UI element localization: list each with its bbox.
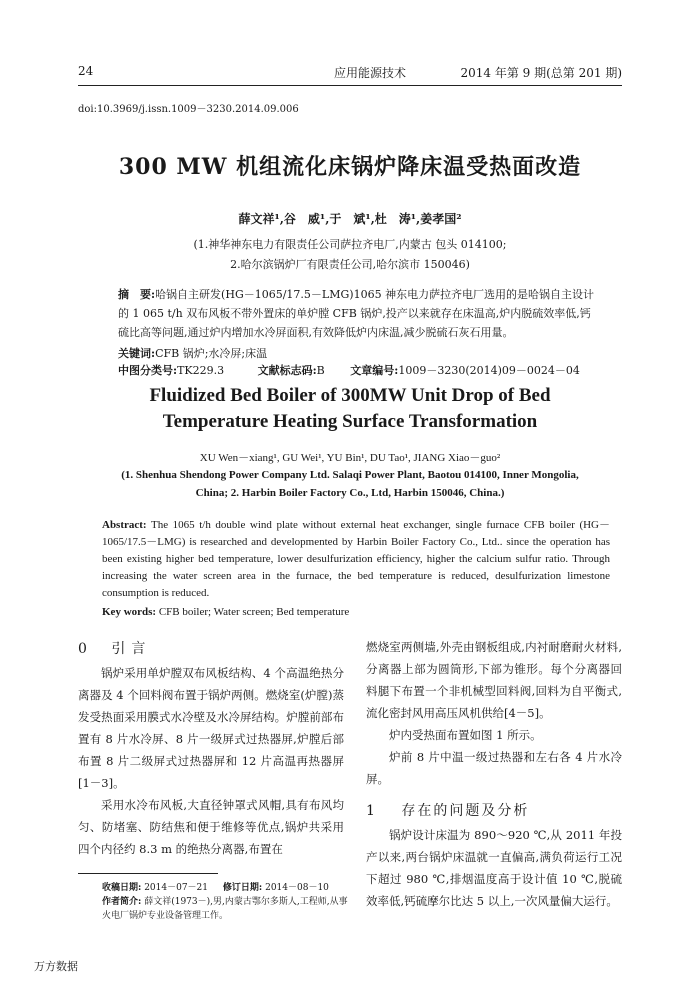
- revised-date: 2014－08－10: [265, 883, 329, 893]
- doc-code-value: B: [316, 364, 325, 377]
- section-0-number: 0: [78, 641, 93, 657]
- paragraph: 炉前 8 片中温一级过热器和左右各 4 片水冷屏。: [366, 750, 622, 786]
- clc-label: 中图分类号:: [118, 364, 178, 377]
- clc-value: TK229.3: [177, 364, 225, 377]
- section-1-number: 1: [366, 803, 381, 819]
- section-1-heading: [366, 800, 622, 820]
- abstract-en-text: The 1065 t/h double wind plate without external heat exchanger, single furnace CFB boiler (HG－1065/17.5－LMG) is researched and developmented by Harbin Boiler Factory Co., Ltd.. since the operation has been existing higher bed temperature, lower desulfurization efficiency, higher the calcium sulfur ratio. Through increasing the water screen area in the furnace, the bed temperature is reduced, desulfurization limestone consumption is reduced.: [102, 519, 610, 599]
- page-number: 24: [78, 64, 94, 78]
- paragraph: 燃烧室两侧墙,外壳由钢板组成,内衬耐磨耐火材料,分离器上部为圆筒形,下部为锥形。每个分离器回料腿下布置一个非机械型回料阀,回料为自平衡式,流化密封风用高压风机供给[4－5]。: [366, 640, 622, 720]
- section-0-title: 引言: [111, 641, 152, 657]
- authors-en: XU Wen－xiang¹, GU Wei¹, YU Bin¹, DU Tao¹, JIANG Xiao－guo²: [199, 452, 501, 464]
- section-0-heading: [78, 638, 344, 658]
- footnote-author: [102, 895, 348, 923]
- keywords-en: [102, 604, 610, 621]
- journal-name: 应用能源技术: [333, 66, 406, 80]
- watermark: 万方数据: [34, 960, 78, 973]
- right-column: [366, 636, 622, 912]
- keywords-en-label: Key words:: [102, 606, 157, 618]
- abstract-cn: [118, 285, 598, 342]
- title-en: [0, 383, 700, 435]
- keywords-cn-label: 关键词:: [118, 347, 156, 360]
- paragraph: 锅炉设计床温为 890～920 ℃,从 2011 年投产以来,两台锅炉床温就一直偏高,满负荷运行工况下超过 980 ℃,排烟温度高于设计值 10 ℃,脱硫效率低,钙硫摩尔比达 5 以上,一次风量偏大运行。: [366, 828, 622, 908]
- revised-label: 修订日期:: [222, 883, 263, 893]
- classification-line: [118, 361, 638, 380]
- title-en-line-2: Temperature Heating Surface Transformation: [162, 411, 538, 432]
- footnote: [102, 881, 348, 923]
- title-en-line-1: Fluidized Bed Boiler of 300MW Unit Drop of Bed: [149, 385, 551, 406]
- header-rule: [78, 85, 622, 86]
- affiliation-cn-2: 2.哈尔滨锅炉厂有限责任公司,哈尔滨市 150046): [230, 258, 470, 271]
- paragraph: 锅炉采用单炉膛双布风板结构、4 个高温绝热分离器及 4 个回料阀布置于锅炉两侧。燃烧室(炉膛)蒸发受热面采用膜式水冷壁及水冷屏结构。炉膛前部布置有 8 片水冷屏、8 片一级屏式过热器屏,炉膛后部布置 8 片二级屏式过热器屏和 12 片高温再热器屏[1－3]。: [78, 666, 344, 790]
- right-body-bottom: [366, 824, 622, 912]
- author-bio-label: 作者简介:: [102, 897, 142, 907]
- received-label: 收稿日期:: [102, 883, 142, 893]
- abstract-en-label: Abstract:: [102, 519, 147, 531]
- abstract-cn-label: 摘 要:: [118, 288, 156, 301]
- section-1-title: 存在的问题及分析: [401, 803, 530, 819]
- keywords-en-text: CFB boiler; Water screen; Bed temperature: [158, 606, 350, 618]
- footnote-dates: [102, 881, 348, 895]
- abstract-en: [102, 517, 610, 602]
- footnote-rule: [78, 873, 218, 874]
- left-column: [78, 638, 344, 860]
- affiliation-en-2: China; 2. Harbin Boiler Factory Co., Ltd, Harbin 150046, China.): [195, 487, 505, 499]
- authors-cn: 薛文祥¹,谷 威¹,于 斌¹,杜 涛¹,姜孝国²: [238, 212, 462, 226]
- paragraph: 采用水冷布风板,大直径钟罩式风帽,具有布风均匀、防堵塞、防结焦和便于维修等优点,锅炉共采用四个内径约 8.3 m 的绝热分离器,布置在: [78, 798, 344, 856]
- received-date: 2014－07－21: [144, 883, 209, 893]
- left-body: [78, 662, 344, 860]
- author-bio-text: 薛文祥(1973－),男,内蒙古鄂尔多斯人,工程师,从事火电厂锅炉专业设备管理工作。: [102, 897, 348, 921]
- affiliation-cn-1: (1.神华神东电力有限责任公司萨拉齐电厂,内蒙古 包头 014100;: [193, 238, 507, 251]
- title-cn: 300 MW 机组流化床锅炉降床温受热面改造: [118, 154, 582, 180]
- right-body-top: [366, 636, 622, 790]
- article-no-value: 1009－3230(2014)09－0024－04: [398, 364, 580, 377]
- abstract-cn-text: 哈锅自主研发(HG－1065/17.5－LMG)1065 神东电力萨拉齐电厂选用的是哈锅自主设计的 1 065 t/h 双布风板不带外置床的单炉膛 CFB 锅炉,投产以来就存在床温高,炉内脱硫效率低,钙硫比高等问题,通过炉内增加水冷屏面积,有效降低炉内床温,减少脱硫石灰石用量。: [118, 288, 595, 339]
- issue-info: 2014 年第 9 期(总第 201 期): [460, 66, 622, 80]
- affiliation-en-1: (1. Shenhua Shendong Power Company Ltd. Salaqi Power Plant, Baotou 014100, Inner Mongolia,: [121, 469, 579, 481]
- keywords-cn-text: CFB 锅炉;水冷屏;床温: [155, 347, 268, 360]
- doi: doi:10.3969/j.issn.1009－3230.2014.09.006: [78, 104, 299, 115]
- article-no-label: 文章编号:: [350, 364, 399, 377]
- doc-code-label: 文献标志码:: [257, 364, 317, 377]
- paragraph: 炉内受热面布置如图 1 所示。: [389, 728, 542, 742]
